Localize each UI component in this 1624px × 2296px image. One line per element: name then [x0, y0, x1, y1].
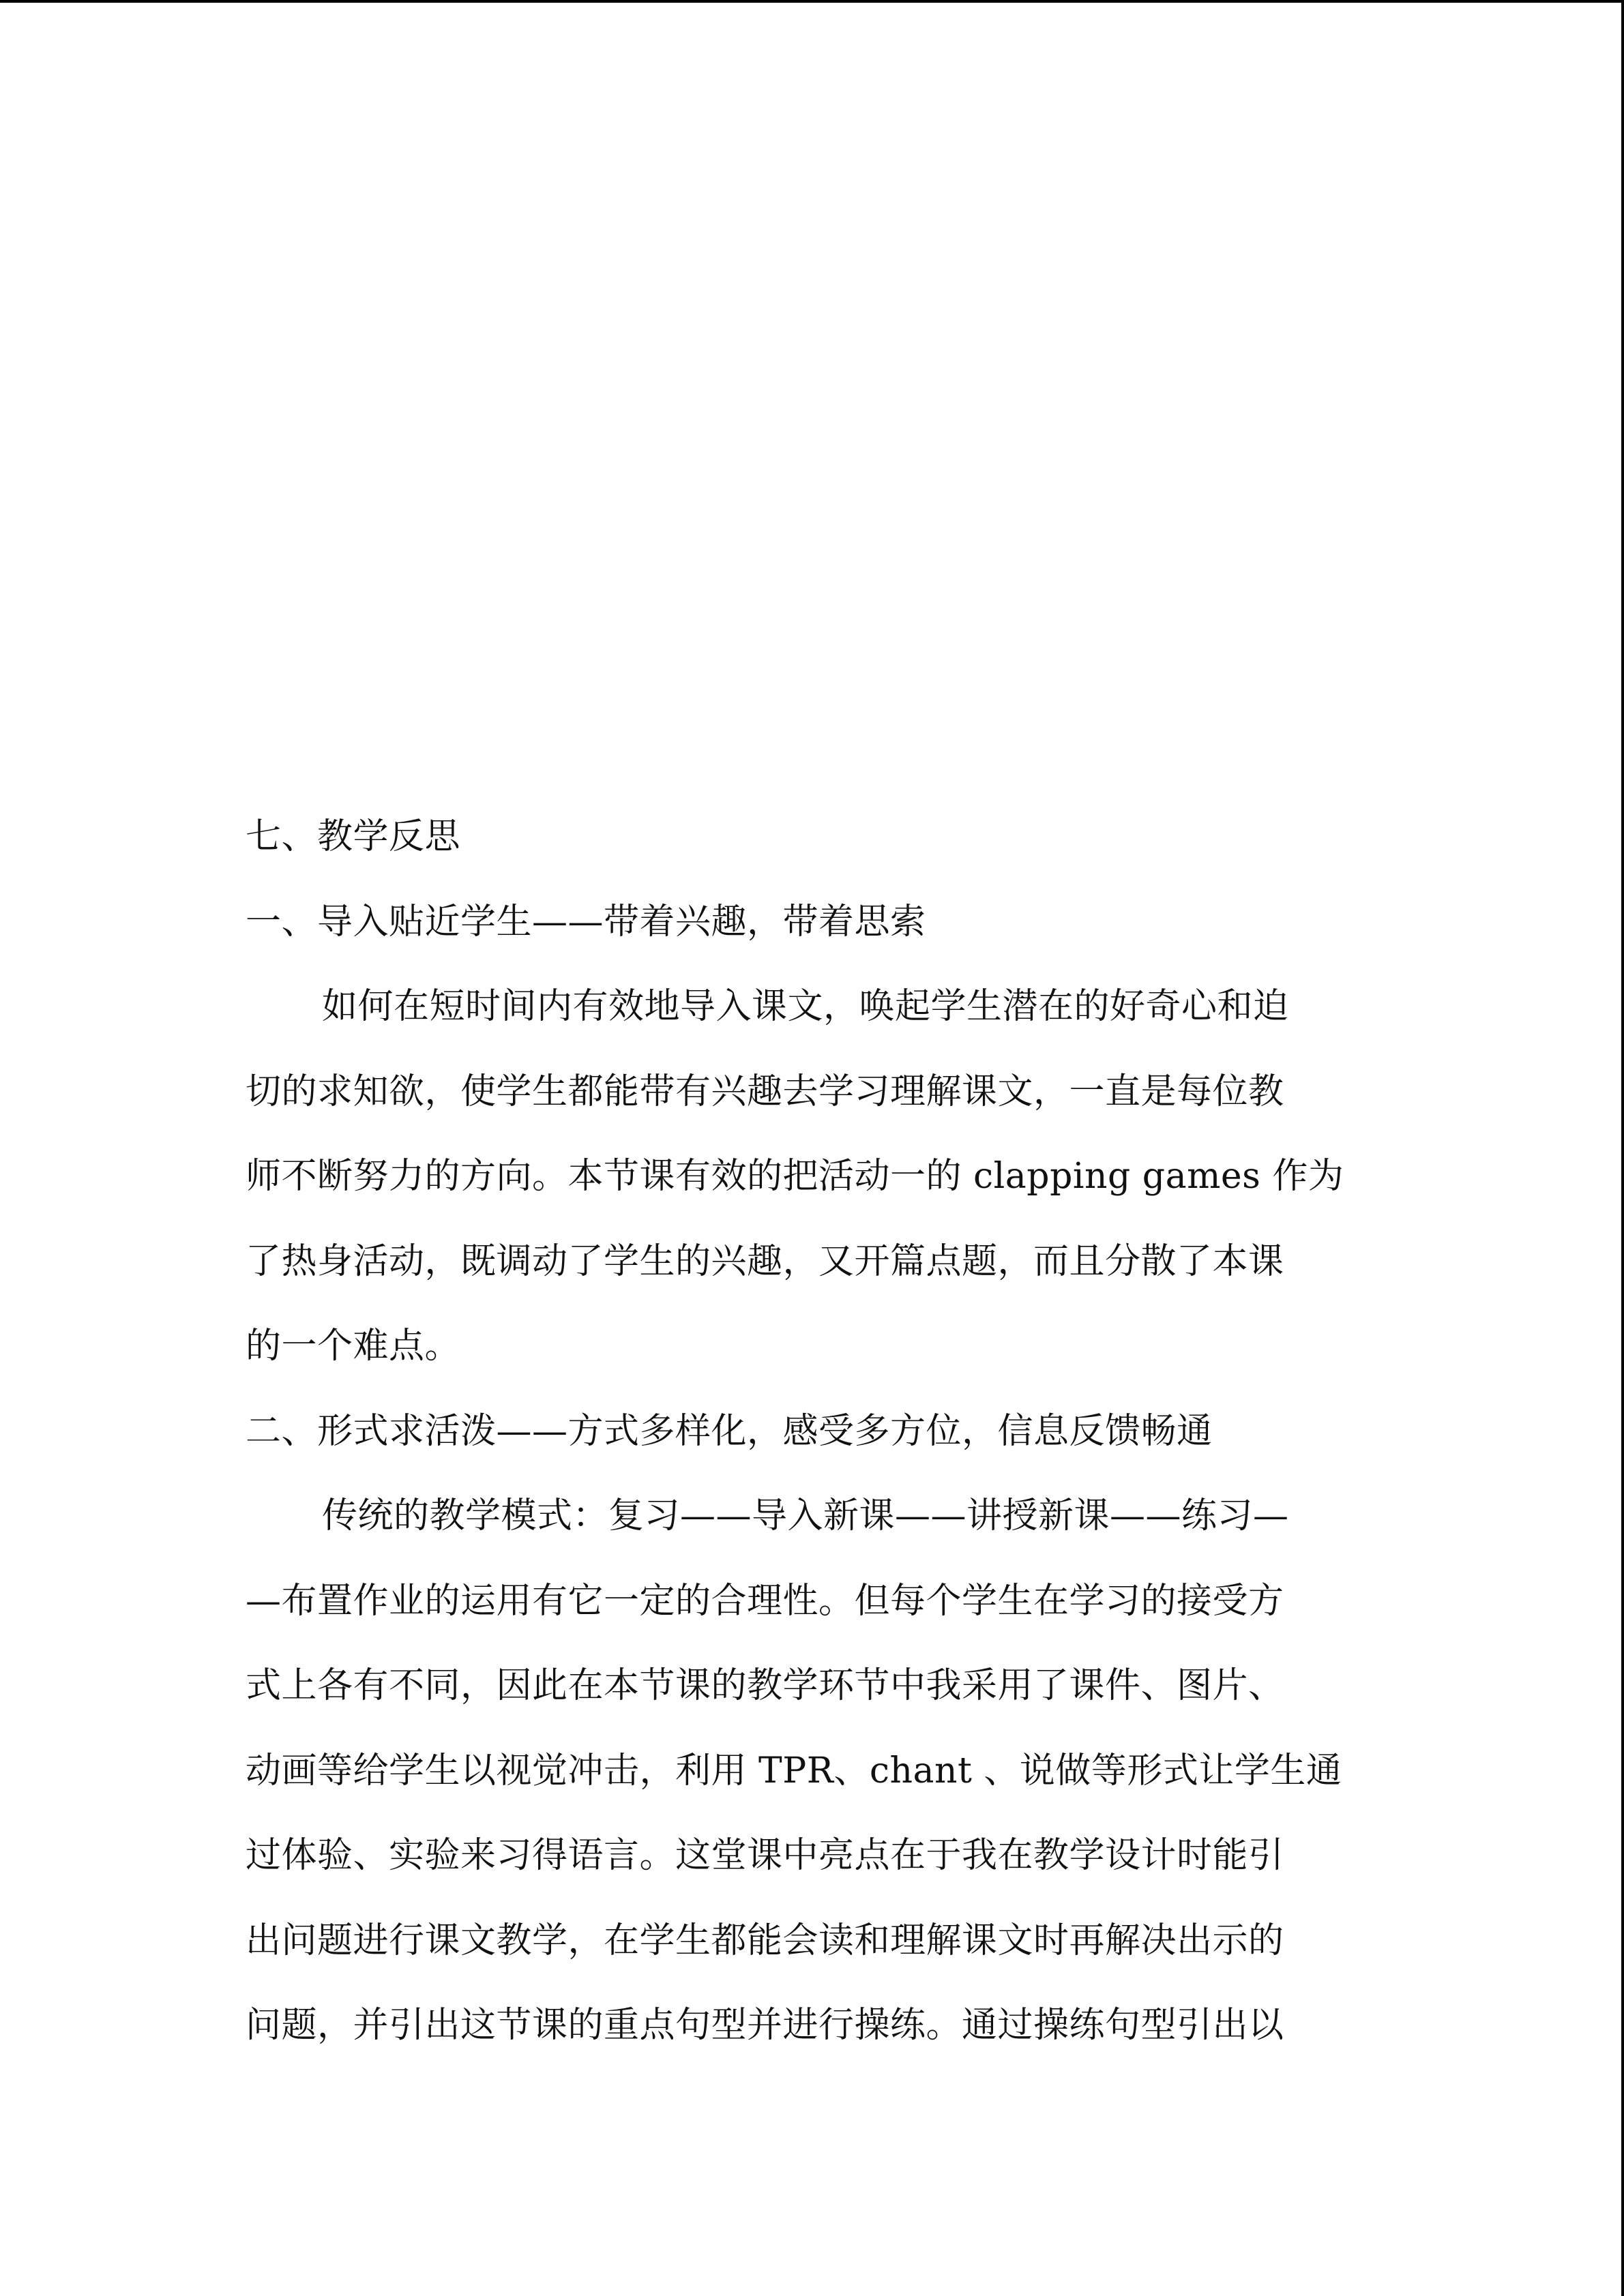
subsection-1-title: 一、导入贴近学生——带着兴趣，带着思索: [246, 901, 926, 942]
paragraph-line: 的一个难点。: [246, 1326, 461, 1367]
page-border-top: [0, 0, 1624, 3]
paragraph-line: 如何在短时间内有效地导入课文，唤起学生潜在的好奇心和迫: [322, 986, 1289, 1027]
paragraph-line: 切的求知欲，使学生都能带有兴趣去学习理解课文，一直是每位教: [246, 1071, 1284, 1112]
paragraph-line: 过体验、实验来习得语言。这堂课中亮点在于我在教学设计时能引: [246, 1835, 1284, 1876]
paragraph-line: 出问题进行课文教学，在学生都能会读和理解课文时再解决出示的: [246, 1920, 1284, 1961]
subsection-2-title: 二、形式求活泼——方式多样化，感受多方位，信息反馈畅通: [246, 1410, 1213, 1452]
page-border-right: [1621, 0, 1624, 2296]
paragraph-line: —布置作业的运用有它一定的合理性。但每个学生在学习的接受方: [246, 1580, 1284, 1622]
section-title: 七、教学反思: [246, 816, 461, 857]
paragraph-line: 传统的教学模式：复习——导入新课——讲授新课——练习—: [322, 1495, 1289, 1536]
paragraph-line: 动画等给学生以视觉冲击，利用 TPR、chant 、说做等形式让学生通: [246, 1750, 1342, 1791]
paragraph-line: 问题，并引出这节课的重点句型并进行操练。通过操练句型引出以: [246, 2005, 1284, 2046]
paragraph-line: 师不断努力的方向。本节课有效的把活动一的 clapping games 作为: [246, 1156, 1344, 1197]
paragraph-line: 了热身活动，既调动了学生的兴趣，又开篇点题，而且分散了本课: [246, 1240, 1284, 1282]
document-body: [246, 794, 1391, 2068]
paragraph-line: 式上各有不同，因此在本节课的教学环节中我采用了课件、图片、: [246, 1665, 1284, 1706]
